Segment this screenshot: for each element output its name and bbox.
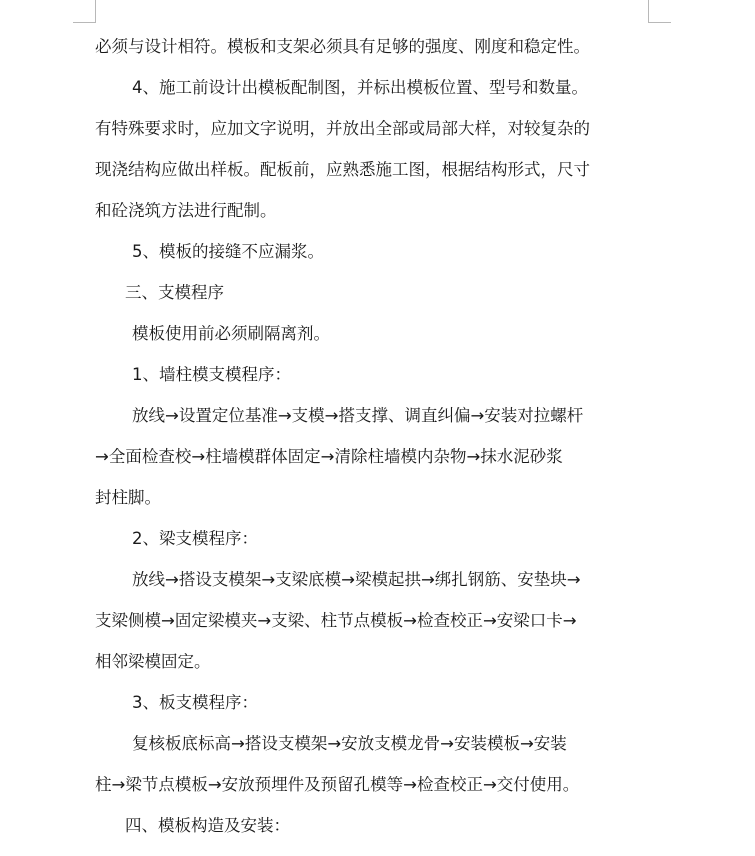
- paragraph-line: 相邻梁模固定。: [95, 652, 211, 671]
- document-body: [95, 26, 655, 846]
- paragraph-line: →全面检查校→柱墙模群体固定→清除柱墙模内杂物→抹水泥砂浆: [95, 447, 563, 466]
- paragraph-line: 柱→梁节点模板→安放预埋件及预留孔模等→检查校正→交付使用。: [95, 775, 580, 794]
- list-item-3: 3、板支模程序：: [132, 693, 258, 712]
- paragraph-line: 有特殊要求时，应加文字说明，并放出全部或局部大样，对较复杂的: [95, 119, 590, 138]
- paragraph-line: 放线→设置定位基准→支模→搭支撑、调直纠偏→安装对拉螺杆: [132, 406, 584, 425]
- paragraph-line: 模板使用前必须刷隔离剂。: [132, 324, 330, 343]
- paragraph-line: 复核板底标高→搭设支模架→安放支模龙骨→安装模板→安装: [132, 734, 567, 753]
- list-item-5: 5、模板的接缝不应漏浆。: [132, 242, 324, 261]
- paragraph-line: 和砼浇筑方法进行配制。: [95, 201, 277, 220]
- section-heading-4: 四、模板构造及安装：: [125, 816, 290, 835]
- list-item-4: 4、施工前设计出模板配制图，并标出模板位置、型号和数量。: [132, 78, 588, 97]
- paragraph-line: 支梁侧模→固定梁模夹→支梁、柱节点模板→检查校正→安梁口卡→: [95, 611, 577, 630]
- paragraph-line: 放线→搭设支模架→支梁底模→梁模起拱→绑扎钢筋、安垫块→: [132, 570, 581, 589]
- list-item-2: 2、梁支模程序：: [132, 529, 258, 548]
- list-item-1: 1、墙柱模支模程序：: [132, 365, 291, 384]
- page-corner-mark-right: [648, 0, 671, 23]
- page-corner-mark-left: [73, 0, 96, 23]
- paragraph-line: 封柱脚。: [95, 488, 161, 507]
- paragraph-line: 必须与设计相符。模板和支架必须具有足够的强度、刚度和稳定性。: [95, 37, 590, 56]
- section-heading-3: 三、支模程序: [125, 283, 224, 302]
- paragraph-line: 现浇结构应做出样板。配板前，应熟悉施工图，根据结构形式，尺寸: [95, 160, 590, 179]
